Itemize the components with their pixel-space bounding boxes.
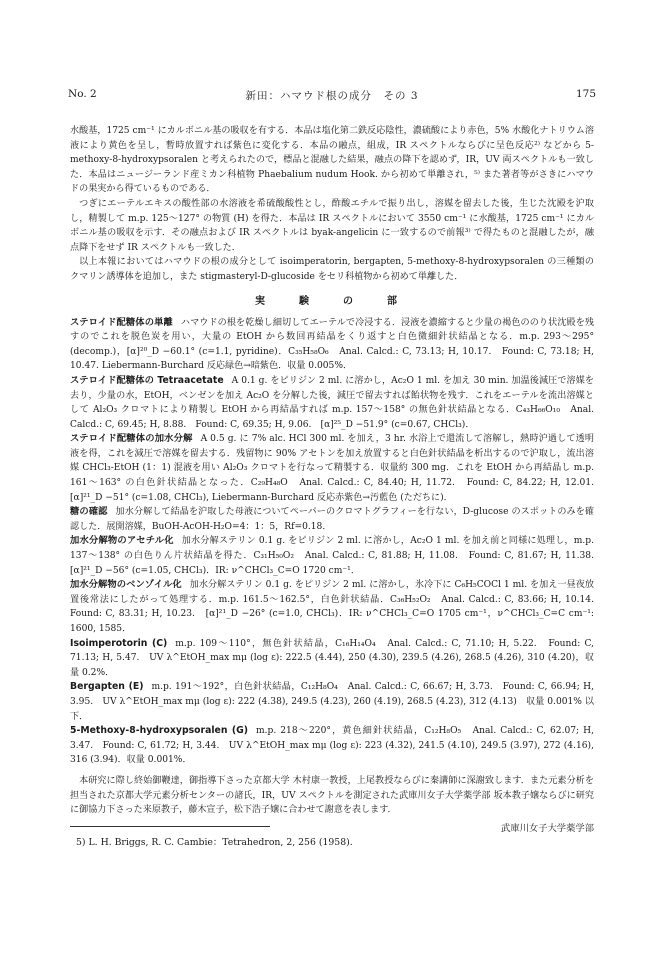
experiment-paragraph (70, 316, 594, 374)
article-body (70, 124, 604, 836)
experiment-paragraph (70, 534, 604, 578)
running-title: 新田：ハマウド根の成分 その 3 (245, 90, 419, 102)
experiment-text: ハマウドの根を乾燥し細切してエーテルで冷浸する．浸液を濃縮すると少量の褐色ののり状沈殿を残すのでこれを脱色炭を用い，大量の EtOH から数回再結晶をくり返すと白色微細針状結晶となる．m.p. 293〜295°(decomp.)，[α]²⁰_D −60.1° (c=1.1, pyridine)．C₃₅H₅₈O₆ Anal. Calcd.: C, 73.13; H, 10.17. Found: C, 73.18; H, 10.47. Liebermann-Burchard 反応緑色→暗紫色．収量 0.005%． (70, 317, 594, 372)
experiment-title: 糖の確認 (70, 506, 108, 518)
experiment-text: m.p. 109〜110°，無色針状結晶，C₁₆H₁₄O₄ Anal. Calcd.: C, 71.10; H, 5.22. Found: C, 71.13; H, 5.47. UV λ^EtOH_max mμ (log ε): 222.5 (4.44), 250 (4.30), 239.5 (4.26), 268.5 (4.26), 310 (4.20)，収量 0.2%． (70, 638, 594, 678)
experiment-paragraph (70, 432, 604, 505)
experiment-paragraph (70, 724, 594, 768)
footnote-divider (70, 826, 270, 827)
experiment-text: 加水分解して結晶を沪取した母液についてペーパーのクロマトグラフィーを行ない，D-glucose のスポットのみを確認した．展開溶媒，BuOH-AcOH-H₂O=4：1：5，Rf=0.18． (70, 507, 594, 532)
intro-paragraph: つぎにエーテルエキスの酸性部の水溶液を希硫酸酸性とし，酢酸エチルで振り出し，溶媒を留去した後，生じた沈殿を沪取し，精製して m.p. 125〜127° の物質 (H) を得た．本品は IR スペクトルにおいて 3550 cm⁻¹ に水酸基，1725 cm⁻¹ にカルボニル基の吸収を示す．その融点および IR スペクトルは byak-angelicin に一致するので前報³⁾ で得たものと混融したが，融点降下をせず IR スペクトルも一致した． (70, 198, 594, 253)
experiment-text: A 0.1 g. をピリジン 2 ml. に溶かし，Ac₂O 1 ml. を加え 30 min. 加温後減圧で溶媒を去り，少量の水，EtOH，ベンゼンを加え Ac₂O を分解した後，減圧で留去すれば飴状物を残す．これをエーテルを流出溶媒として Al₂O₃ クロマトにより精製し EtOH から再結晶すれば m.p. 157〜158° の無色針状結晶となる．C₄₃H₆₆O₁₀ Anal. Calcd.: C, 69.45; H, 8.88. Found: C, 69.35; H, 9.06. [α]²⁵_D −51.9° (c=0.67, CHCl₃)． (70, 375, 595, 430)
experiment-paragraph (70, 578, 604, 636)
experiment-title: 5-Methoxy-8-hydroxypsoralen (G) (70, 725, 248, 737)
experiment-text: m.p. 218〜220°，黄色細針状結晶，C₁₂H₈O₅ Anal. Calcd.: C, 62.07; H, 3.47. Found: C, 61.72; H, 3.44. UV λ^EtOH_max mμ (log ε): 223 (4.32), 241.5 (4.10), 249.5 (3.97), 272 (4.16), 316 (3.94)．収量 0.001%． (70, 726, 594, 766)
experiment-title: ステロイド配糖体の単離 (70, 316, 173, 328)
footnote: 5) L. H. Briggs, R. C. Cambie：Tetrahedron, 2, 256 (1958). (76, 837, 353, 848)
intro-paragraph: 水酸基，1725 cm⁻¹ にカルボニル基の吸収を有する．本品は塩化第二鉄反応陰性，濃硫酸により赤色，5% 水酸化ナトリウム溶液により黄色を呈し，暫時放置すれば紫色に変化する．本品の融点，組成，IR スペクトルならびに呈色反応²⁾ などから 5-methoxy-8-hydroxypsoralen と考えられたので，標品と混融した結果，融点の降下を認めず，IR，UV 両スペクトルも一致した．本品はニュージーランド産ミカン科植物 Phaebalium nudum Hook. から初めて単離され，⁵⁾ また著者等がさきにハマウドの果実から得ているものである． (70, 126, 594, 195)
acknowledgment: 本研究に際し終始御鞭達，御指導下さった京都大学 木村康一教授，上尾教授ならびに秦講師に深謝致します．また元素分析を担当された京都大学元素分析センターの諸氏，IR，UV スペクトルを測定された武庫川女子大学薬学部 坂本教子嬢ならびに研究に御協力下さった来原教子，藤木宣子，松下浩子嬢に合わせて謝意を表します． (70, 775, 594, 816)
experiment-title: Isoimperotorin (C) (70, 637, 168, 649)
affiliation: 武庫川女子大学薬学部 (501, 822, 594, 834)
page-number: 175 (575, 88, 596, 100)
issue-number: No. 2 (68, 88, 97, 100)
experiment-paragraph (70, 374, 594, 432)
experiment-text: A 0.5 g. に 7% alc. HCl 300 ml. を加え，3 hr. 水浴上で還流して溶解し，熱時沪過して透明液を得，これを減圧で溶媒を留去する．残留物に 90% アセトンを加え放置すると白色針状結晶を析出するので沪取し，流出溶媒 CHCl₃-EtOH (1：1) 混液を用い Al₂O₃ クロマトを行なって精製する．収量約 300 mg．これを EtOH から再結晶し m.p. 161〜163° の白色針状結晶となった．C₂₉H₄₈O Anal. Calcd.: C, 84.40; H, 11.72. Found: C, 84.22; H, 12.01. [α]²¹_D −51° (c=1.08, CHCl₃), Liebermann-Burchard 反応赤紫色→汚藍色 (ただちに)． (70, 434, 604, 503)
section-heading: 実 験 の 部 (255, 295, 409, 307)
experiment-paragraph (70, 505, 594, 534)
running-header (68, 88, 596, 104)
experiment-title: ステロイド配糖体の Tetraacetate (70, 374, 224, 386)
experiment-title: ステロイド配糖体の加水分解 (70, 433, 193, 445)
experiment-title: 加水分解物のアセチル化 (70, 535, 174, 547)
experiment-paragraph (70, 637, 594, 681)
experiment-text: m.p. 191〜192°，白色針状結晶，C₁₂H₈O₄ Anal. Calcd.: C, 66.67; H, 3.73. Found: C, 66.94; H, 3.95. UV λ^EtOH_max mμ (log ε): 222 (4.38), 249.5 (4.23), 260 (4.19), 268.5 (4.23), 312 (4.13) 収量 0.001% 以下． (70, 682, 595, 722)
experiment-title: 加水分解物のベンゾイル化 (70, 579, 182, 591)
experiment-text: 加水分解ステリン 0.1 g. をピリジン 2 ml. に溶かし，氷冷下に C₆H₅COCl 1 ml. を加え一昼夜放置後常法にしたがって処理する．m.p. 161.5〜162.5°，白色針状結晶．C₃₆H₅₂O₂ Anal. Calcd.: C, 83.66; H, 10.14. Found: C, 83.31; H, 10.23. [α]²¹_D −26° (c=1.0, CHCl₃)．IR: ν^CHCl₃_C=O 1705 cm⁻¹，ν^CHCl₃_C=C cm⁻¹: 1600, 1585． (70, 580, 604, 634)
experiment-text: 加水分解ステリン 0.1 g. をピリジン 2 ml. に溶かし，Ac₂O 1 ml. を加え前と同様に処理し，m.p. 137〜138° の白色りん片状結晶を得た．C₃₁H₅₀O₂ Anal. Calcd.: C, 81.88; H, 11.08. Found: C, 81.67; H, 11.38. [α]²¹_D −56° (c=1.05, CHCl₃)．IR: ν^CHCl₃_C=O 1720 cm⁻¹． (70, 536, 604, 576)
experiment-title: Bergapten (E) (70, 681, 144, 693)
experiment-paragraph (70, 680, 594, 724)
intro-paragraph: 以上本報においてはハマウドの根の成分として isoimperatorin, bergapten, 5-methoxy-8-hydroxypsoralen の三種類のクマリン誘導体を追加し，また stigmasteryl-D-glucoside をセリ科植物から初めて単離した． (70, 257, 594, 282)
